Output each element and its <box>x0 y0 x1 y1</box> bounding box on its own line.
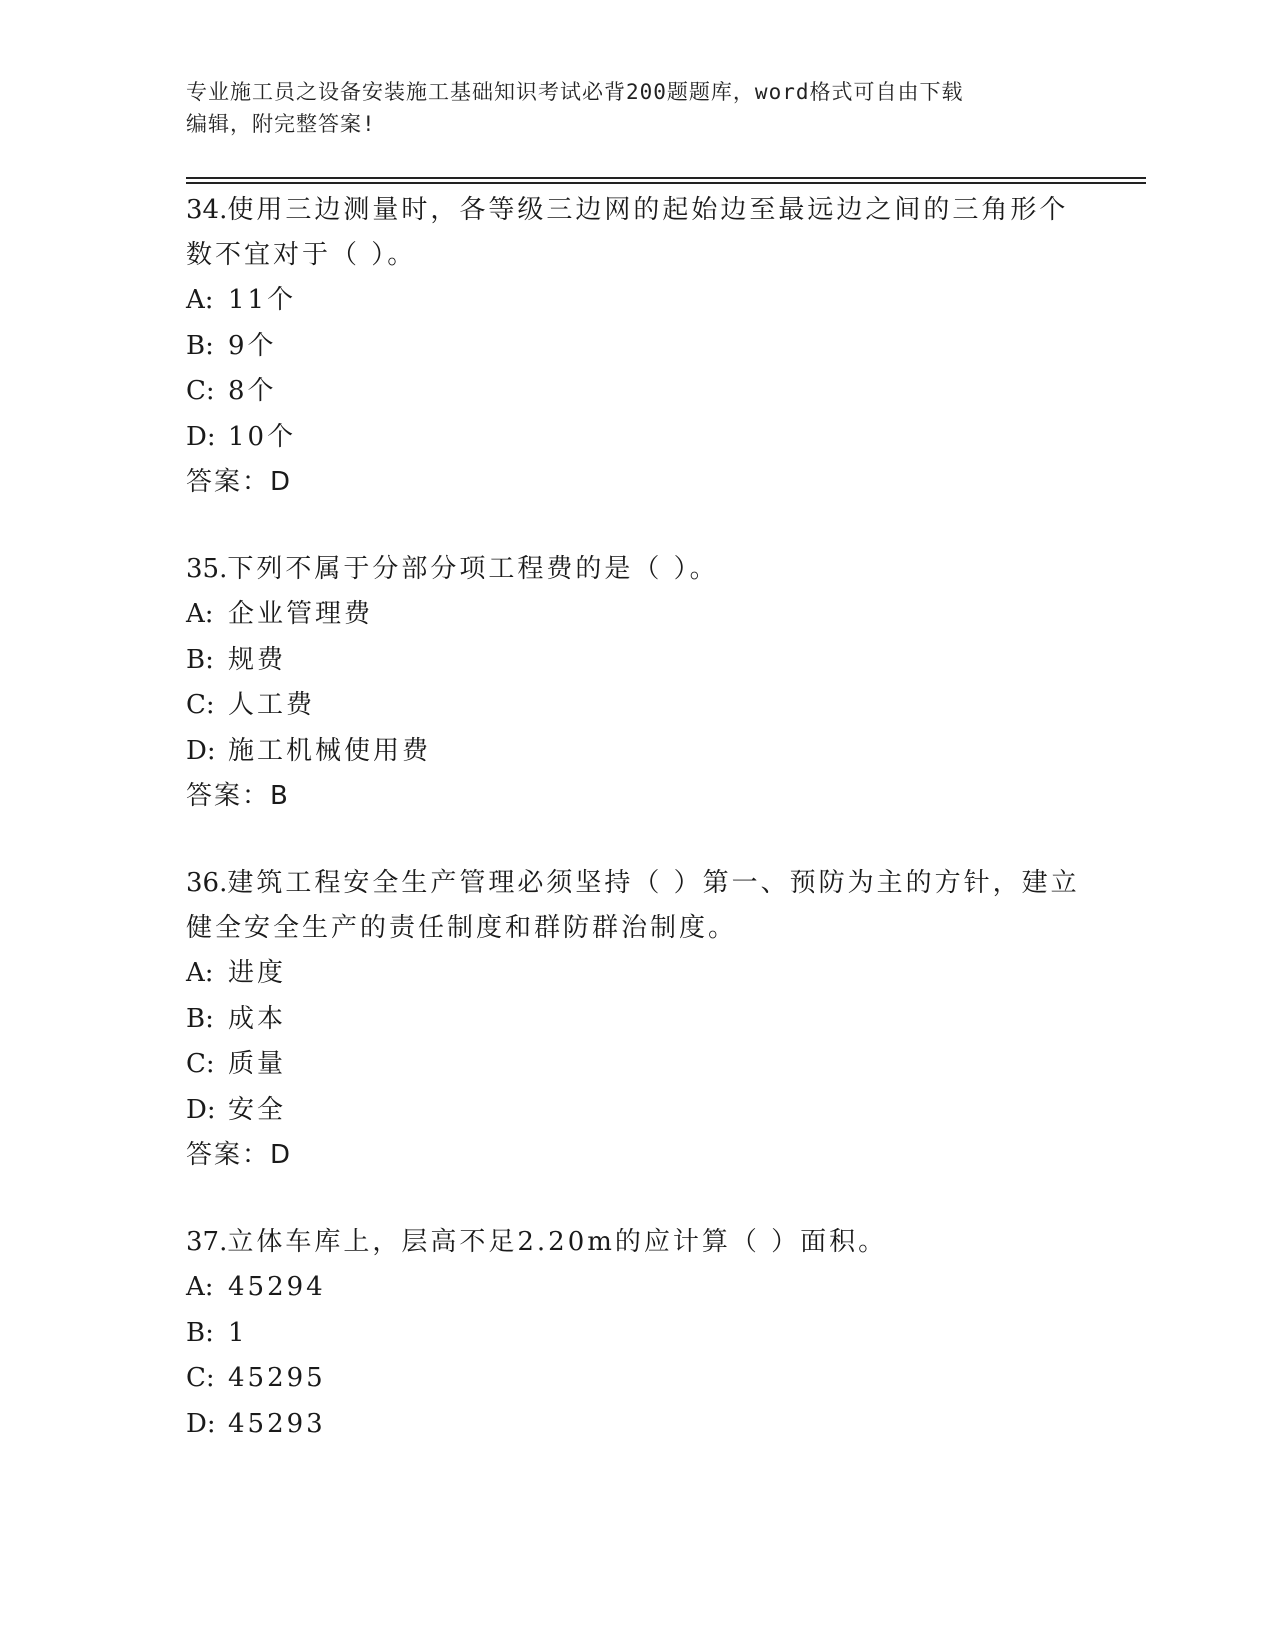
option-d <box>186 1402 1086 1448</box>
option-text: 质量 <box>228 1049 287 1079</box>
option-b <box>186 1311 1086 1357</box>
option-c <box>186 369 1086 415</box>
question-item <box>186 188 1086 505</box>
question-text <box>186 861 1086 951</box>
option-text: 10个 <box>228 421 297 452</box>
header-line-1: 专业施工员之设备安装施工基础知识考试必背200题题库，word格式可自由下载 <box>186 80 964 104</box>
option-text: 11个 <box>228 285 297 315</box>
question-stem: 建筑工程安全生产管理必须坚持（ ）第一、预防为主的方针，建立健全安全生产的责任制度和群防群治制度。 <box>186 868 1080 943</box>
option-text: 安全 <box>228 1094 287 1125</box>
question-item <box>186 861 1086 1178</box>
option-d <box>186 729 1086 775</box>
question-number: 35. <box>186 554 228 584</box>
option-text: 施工机械使用费 <box>228 735 432 766</box>
question-list <box>186 188 1086 1489</box>
question-number: 36. <box>186 868 228 898</box>
option-d <box>186 1088 1086 1134</box>
option-c <box>186 1356 1086 1402</box>
option-letter: C: <box>186 376 215 406</box>
option-letter: B: <box>186 330 214 361</box>
option-letter: A: <box>186 285 214 315</box>
option-a <box>186 1265 1086 1311</box>
answer-line: 答案：D <box>186 1140 293 1170</box>
option-d <box>186 415 1086 461</box>
question-item <box>186 1220 1086 1447</box>
option-b <box>186 324 1086 370</box>
header-line-2: 编辑，附完整答案! <box>186 112 376 136</box>
option-letter: B: <box>186 644 214 675</box>
option-letter: B: <box>186 1003 214 1034</box>
option-text: 45295 <box>228 1363 326 1393</box>
answer-line: 答案：B <box>186 781 290 811</box>
option-letter: C: <box>186 690 215 720</box>
option-text: 成本 <box>228 1003 287 1034</box>
option-c <box>186 683 1086 729</box>
option-text: 1 <box>228 1317 248 1348</box>
option-text: 45294 <box>228 1272 326 1302</box>
header-divider-bottom <box>186 182 1146 184</box>
option-c <box>186 1042 1086 1088</box>
option-letter: A: <box>186 599 214 629</box>
option-a <box>186 592 1086 638</box>
question-number: 37. <box>186 1227 228 1257</box>
answer-line: 答案：D <box>186 467 293 497</box>
option-letter: D: <box>186 1094 216 1125</box>
header-divider-top <box>186 177 1146 179</box>
option-b <box>186 638 1086 684</box>
document-header <box>186 76 1066 140</box>
option-letter: D: <box>186 1408 216 1439</box>
question-item <box>186 547 1086 819</box>
question-text <box>186 1220 1086 1265</box>
option-a <box>186 278 1086 324</box>
option-letter: B: <box>186 1317 214 1348</box>
question-stem: 立体车库上，层高不足2.20m的应计算（ ）面积。 <box>227 1227 888 1257</box>
option-letter: C: <box>186 1363 215 1393</box>
option-text: 进度 <box>228 958 287 988</box>
option-b <box>186 997 1086 1043</box>
option-letter: A: <box>186 958 214 988</box>
question-number: 34. <box>186 195 228 225</box>
option-letter: A: <box>186 1272 214 1302</box>
option-a <box>186 951 1086 997</box>
question-stem: 下列不属于分部分项工程费的是（ ）。 <box>227 554 719 584</box>
option-text: 人工费 <box>228 690 316 720</box>
option-text: 企业管理费 <box>228 599 374 629</box>
option-text: 8个 <box>228 376 277 406</box>
option-letter: D: <box>186 421 216 452</box>
option-text: 45293 <box>228 1408 326 1439</box>
option-text: 规费 <box>228 644 287 675</box>
option-text: 9个 <box>228 330 277 361</box>
question-text <box>186 188 1086 278</box>
option-letter: D: <box>186 735 216 766</box>
question-stem: 使用三边测量时，各等级三边网的起始边至最远边之间的三角形个数不宜对于（ ）。 <box>186 195 1069 270</box>
option-letter: C: <box>186 1049 215 1079</box>
question-text <box>186 547 1086 592</box>
